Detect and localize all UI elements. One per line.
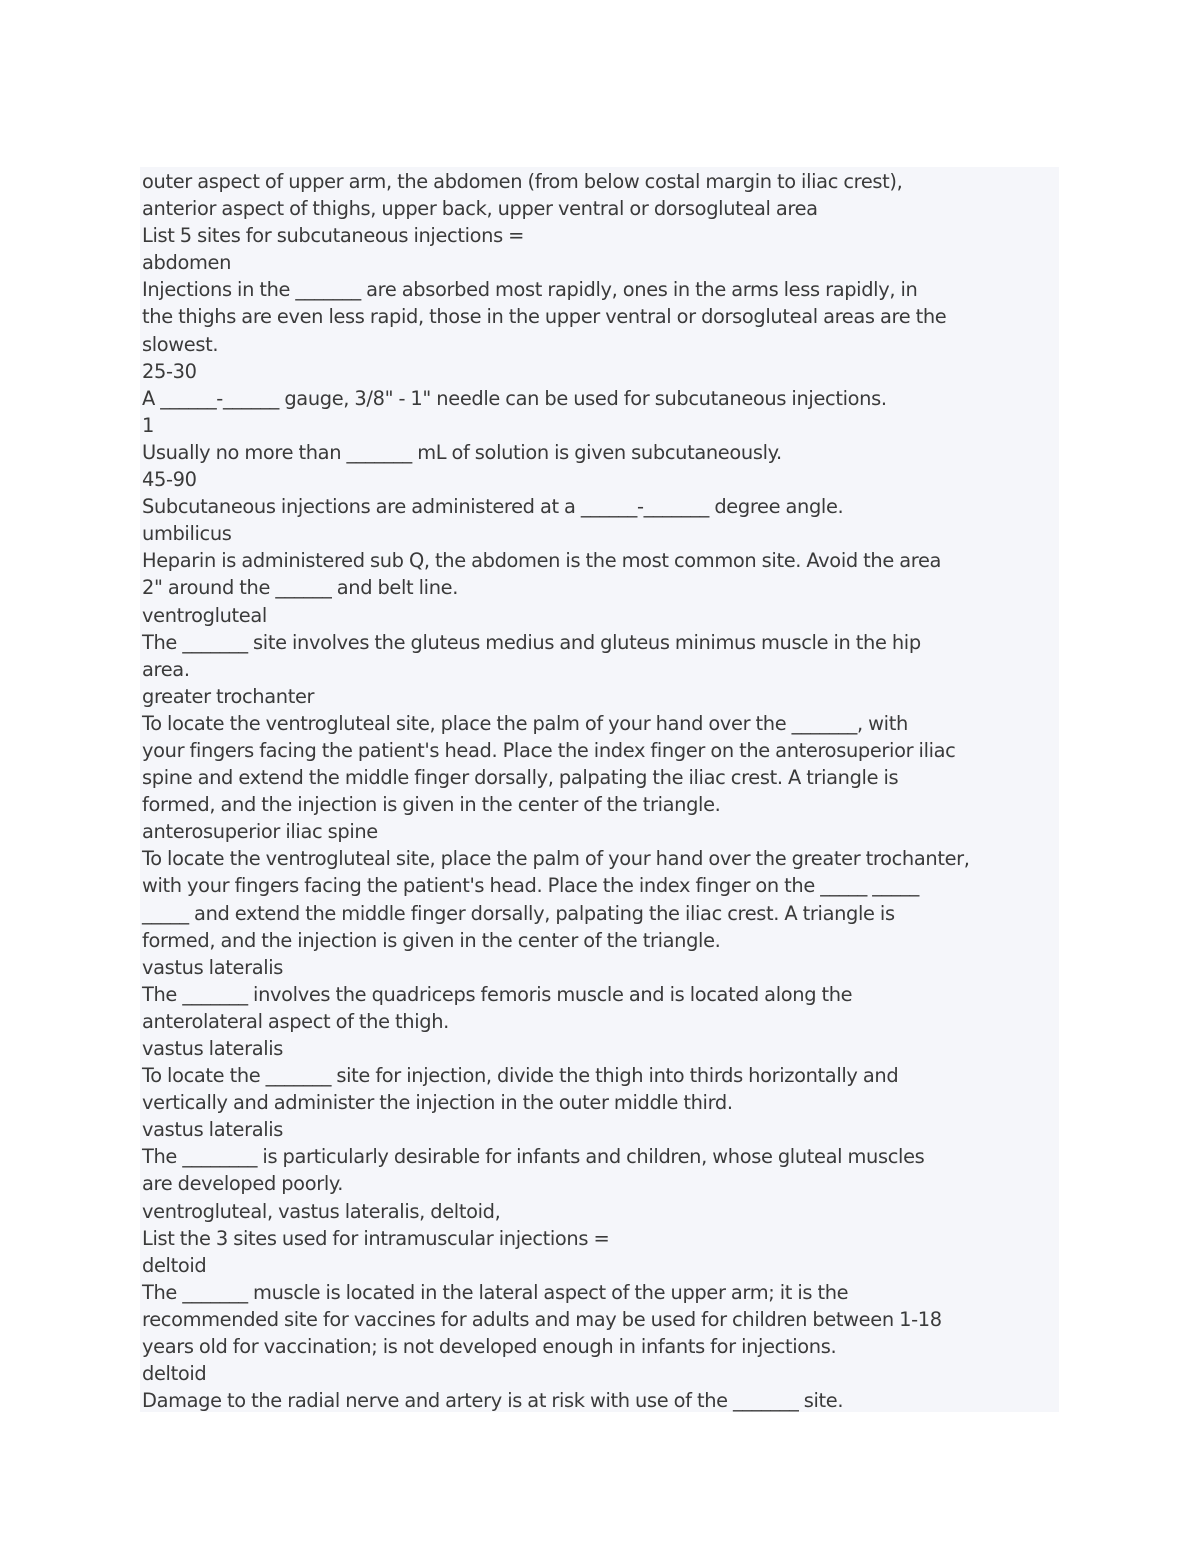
text-line: anterior aspect of thighs, upper back, upper ventral or dorsogluteal area [142,197,818,221]
text-line: abdomen [142,251,232,275]
text-line: slowest. [142,332,219,356]
text-line: The _______ site involves the gluteus medius and gluteus minimus muscle in the hip [142,630,921,654]
text-line: Damage to the radial nerve and artery is at risk with use of the _______ site. [142,1389,844,1412]
text-line: recommended site for vaccines for adults and may be used for children between 1-18 [142,1307,942,1331]
text-line: 2" around the ______ and belt line. [142,576,459,600]
text-line: To locate the _______ site for injection, divide the thigh into thirds horizontally and [142,1064,899,1088]
text-line: formed, and the injection is given in the center of the triangle. [142,793,721,817]
flashcard-text-block [140,167,1059,1412]
text-line: The _______ involves the quadriceps femoris muscle and is located along the [142,982,853,1006]
text-line: formed, and the injection is given in the center of the triangle. [142,928,721,952]
text-line: vastus lateralis [142,1118,284,1142]
text-line: 25-30 [142,359,197,383]
text-line: List 5 sites for subcutaneous injections = [142,224,525,248]
text-line: _____ and extend the middle finger dorsally, palpating the iliac crest. A triangle is [142,901,895,925]
text-line: vastus lateralis [142,1037,284,1060]
text-line: anterosuperior iliac spine [142,820,378,844]
text-line: area. [142,657,190,681]
text-line: with your fingers facing the patient's head. Place the index finger on the _____ _____ [142,874,920,898]
text-line: vertically and administer the injection in the outer middle third. [142,1091,733,1115]
text-line: 45-90 [142,468,197,492]
text-line: ventrogluteal [142,603,267,627]
text-line: anterolateral aspect of the thigh. [142,1009,449,1033]
text-line: the thighs are even less rapid, those in the upper ventral or dorsogluteal areas are the [142,305,947,329]
text-line: deltoid [142,1253,207,1277]
text-line: are developed poorly. [142,1172,344,1196]
text-line: Usually no more than _______ mL of solution is given subcutaneously. [142,440,782,464]
text-line: 1 [142,413,154,437]
text-line: A ______-______ gauge, 3/8" - 1" needle can be used for subcutaneous injections. [142,386,887,410]
text-line: years old for vaccination; is not developed enough in infants for injections. [142,1335,837,1359]
text-line: Subcutaneous injections are administered at a ______-_______ degree angle. [142,495,844,519]
text-line: your fingers facing the patient's head. Place the index finger on the anterosuperior iliac [142,738,956,762]
text-line: vastus lateralis [142,955,284,979]
text-line: deltoid [142,1362,207,1386]
text-line: Injections in the _______ are absorbed most rapidly, ones in the arms less rapidly, in [142,278,918,302]
text-line: outer aspect of upper arm, the abdomen (from below costal margin to iliac crest), [142,170,903,193]
text-line: To locate the ventrogluteal site, place the palm of your hand over the greater trochanter, [142,847,970,871]
text-line: The ________ is particularly desirable for infants and children, whose gluteal muscles [142,1145,925,1169]
text-line: spine and extend the middle finger dorsally, palpating the iliac crest. A triangle is [142,766,899,790]
text-line: The _______ muscle is located in the lateral aspect of the upper arm; it is the [142,1280,849,1304]
text-line: To locate the ventrogluteal site, place the palm of your hand over the _______, with [142,711,908,735]
text-line: greater trochanter [142,684,315,708]
text-line: ventrogluteal, vastus lateralis, deltoid, [142,1199,501,1223]
text-line: umbilicus [142,522,232,546]
text-line: List the 3 sites used for intramuscular injections = [142,1226,610,1250]
text-line: Heparin is administered sub Q, the abdomen is the most common site. Avoid the area [142,549,942,573]
